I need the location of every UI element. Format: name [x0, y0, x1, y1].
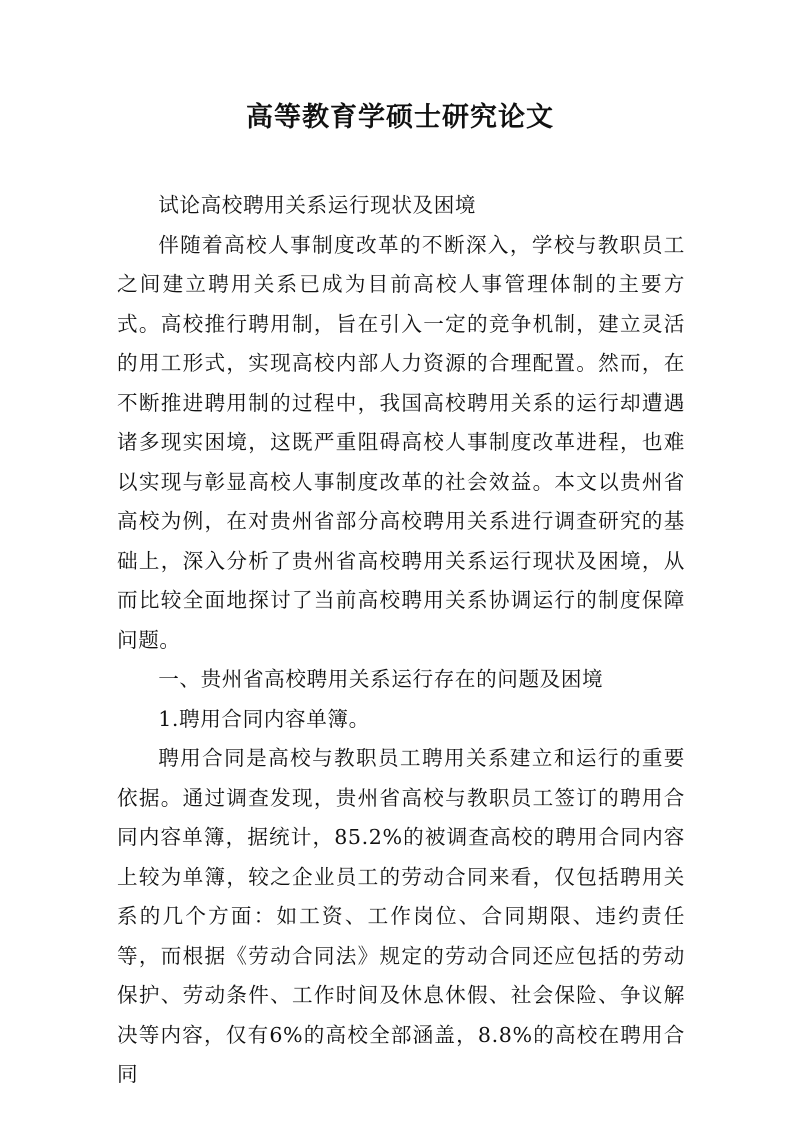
- intro-paragraph: 伴随着高校人事制度改革的不断深入，学校与教职员工之间建立聘用关系已成为目前高校人事管理体制的主要方式。高校推行聘用制，旨在引入一定的竞争机制，建立灵活的用工形式，实现高校内部人力资源的合理配置。然而，在不断推进聘用制的过程中，我国高校聘用关系的运行却遭遇诸多现实困境，这既严重阻碍高校人事制度改革进程，也难以实现与彰显高校人事制度改革的社会效益。本文以贵州省高校为例，在对贵州省部分高校聘用关系进行调查研究的基础上，深入分析了贵州省高校聘用关系运行现状及困境，从而比较全面地探讨了当前高校聘用关系协调运行的制度保障问题。: [117, 232, 685, 652]
- section-paragraph: 聘用合同是高校与教职员工聘用关系建立和运行的重要依据。通过调查发现，贵州省高校与教职员工签订的聘用合同内容单簿，据统计，85.2%的被调查高校的聘用合同内容上较为单簿，较之企业员工的劳动合同来看，仅包括聘用关系的几个方面：如工资、工作岗位、合同期限、违约责任等，而根据《劳动合同法》规定的劳动合同还应包括的劳动保护、劳动条件、工作时间及休息休假、社会保险、争议解决等内容，仅有6%的高校全部涵盖，8.8%的高校在聘用合同: [117, 746, 685, 1086]
- section-heading: 一、贵州省高校聘用关系运行存在的问题及困境: [158, 667, 604, 691]
- document-body: [117, 186, 685, 1095]
- subsection-heading: 1.聘用合同内容单簿。: [158, 706, 370, 731]
- article-subtitle: 试论高校聘用关系运行现状及困境: [158, 193, 477, 217]
- document-title: 高等教育学硕士研究论文: [246, 102, 554, 133]
